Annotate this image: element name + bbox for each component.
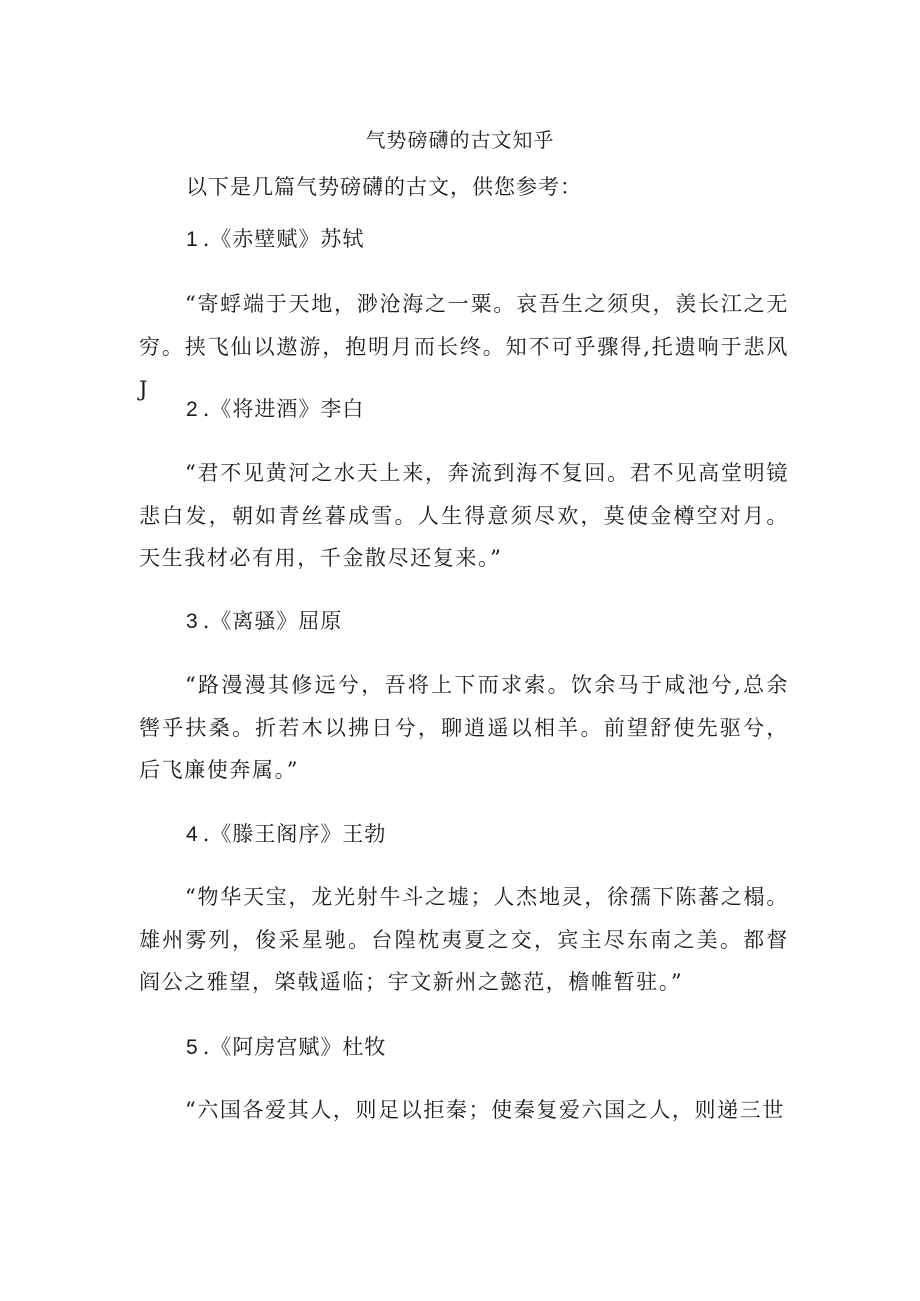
section-heading <box>186 1031 386 1061</box>
section-heading <box>186 223 364 253</box>
section-number: 1 <box>186 228 199 251</box>
section-number: 3 <box>186 610 199 633</box>
section-title: .《赤壁赋》苏轼 <box>202 227 365 251</box>
section-number: 5 <box>186 1036 199 1059</box>
page-title: 气势磅礴的古文知乎 <box>365 128 555 152</box>
section-passage: “物华天宝，龙光射牛斗之墟；人杰地灵，徐孺下陈蕃之榻。雄州雾列，俊采星驰。台隍枕夷夏之交，宾主尽东南之美。都督阎公之雅望，棨戟遥临；宇文新州之懿范，檐帷暂驻。” <box>139 885 789 994</box>
intro-paragraph: 以下是几篇气势磅礴的古文，供您参考： <box>186 175 582 199</box>
section-passage: “君不见黄河之水天上来，奔流到海不复回。君不见高堂明镜悲白发，朝如青丝暮成雪。人生得意须尽欢，莫使金樽空对月。天生我材必有用，千金散尽还复来。” <box>139 461 789 570</box>
section-heading <box>186 605 342 635</box>
section-passage: “路漫漫其修远兮，吾将上下而求索。饮余马于咸池兮,总余辔乎扶桑。折若木以拂日兮，聊逍遥以相羊。前望舒使先驱兮，后飞廉使奔属。” <box>139 673 789 782</box>
section-heading <box>186 818 386 848</box>
section-passage: “寄蜉端于天地，渺沧海之一粟。哀吾生之须臾，羡长江之无穷。挟飞仙以遨游，抱明月而长终。知不可乎骤得,托遗响于悲风J <box>139 292 789 401</box>
section-title: .《滕王阁序》王勃 <box>202 822 387 846</box>
section-number: 2 <box>186 398 199 421</box>
section-title: .《离骚》屈原 <box>202 609 343 633</box>
section-heading <box>186 393 364 423</box>
section-passage: “六国各爱其人，则足以拒秦；使秦复爱六国之人，则递三世 <box>185 1098 785 1122</box>
section-number: 4 <box>186 823 199 846</box>
section-title: .《将进酒》李白 <box>202 397 365 421</box>
section-title: .《阿房宫赋》杜牧 <box>202 1035 387 1059</box>
